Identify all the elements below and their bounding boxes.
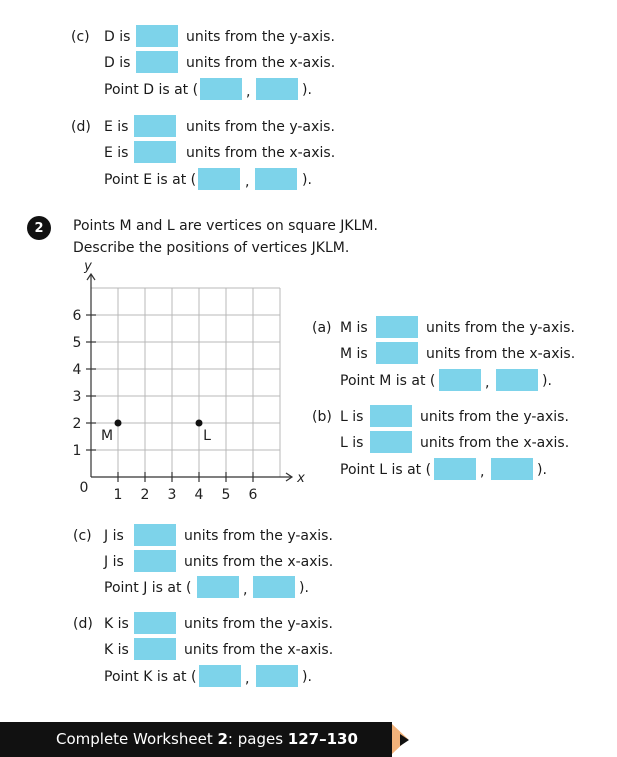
label-text: L is xyxy=(340,435,364,451)
origin-label: 0 xyxy=(79,480,89,496)
label-text: units from the y-axis. xyxy=(186,119,335,135)
part-marker: (d) xyxy=(71,119,91,135)
close-paren: ). xyxy=(302,172,312,188)
x-tick-label: 2 xyxy=(140,487,150,503)
label-text: E is xyxy=(104,145,129,161)
close-paren: ). xyxy=(302,669,312,685)
footer-text xyxy=(56,730,358,748)
point-m xyxy=(115,420,122,427)
answer-box[interactable] xyxy=(376,316,418,338)
answer-box[interactable] xyxy=(134,612,176,634)
label-text: D is xyxy=(104,29,131,45)
footer-bar xyxy=(0,722,392,757)
label-text: Point E is at ( xyxy=(104,172,197,188)
label-text: units from the y-axis. xyxy=(186,29,335,45)
x-tick-label: 4 xyxy=(194,487,204,503)
label-text: units from the x-axis. xyxy=(426,346,576,362)
comma: , xyxy=(480,464,485,480)
comma: , xyxy=(245,671,250,687)
answer-box-y[interactable] xyxy=(256,665,298,687)
label-text: Point M is at ( xyxy=(340,373,436,389)
label-text: Point D is at ( xyxy=(104,82,199,98)
x-tick-label: 3 xyxy=(167,487,177,503)
answer-box[interactable] xyxy=(134,638,176,660)
play-arrow-icon[interactable] xyxy=(400,734,409,746)
answer-box-y[interactable] xyxy=(496,369,538,391)
label-text: units from the y-axis. xyxy=(426,320,575,336)
footer-prefix: Complete Worksheet xyxy=(56,730,218,748)
label-text: E is xyxy=(104,119,129,135)
part-marker: (c) xyxy=(73,528,92,544)
close-paren: ). xyxy=(542,373,552,389)
comma: , xyxy=(485,375,490,391)
x-tick-label: 5 xyxy=(221,487,231,503)
label-text: Point J is at ( xyxy=(104,580,192,596)
answer-box-y[interactable] xyxy=(253,576,295,598)
answer-box-x[interactable] xyxy=(439,369,481,391)
y-tick-label: 4 xyxy=(72,362,82,378)
point-l xyxy=(196,420,203,427)
footer-pages: 127–130 xyxy=(287,730,358,748)
part-marker: (c) xyxy=(71,29,90,45)
close-paren: ). xyxy=(302,82,312,98)
comma: , xyxy=(245,174,250,190)
label-text: units from the x-axis. xyxy=(184,554,334,570)
label-text: J is xyxy=(104,528,124,544)
label-text: Point K is at ( xyxy=(104,669,197,685)
part-marker: (a) xyxy=(312,320,332,336)
part-marker: (d) xyxy=(73,616,93,632)
answer-box-x[interactable] xyxy=(199,665,241,687)
close-paren: ). xyxy=(537,462,547,478)
x-axis-label: x xyxy=(297,471,305,486)
question-number: 2 xyxy=(27,216,51,240)
label-text: J is xyxy=(104,554,124,570)
point-label-l: L xyxy=(203,428,211,444)
y-tick-label: 2 xyxy=(72,416,82,432)
answer-box-y[interactable] xyxy=(491,458,533,480)
label-text: units from the x-axis. xyxy=(186,145,336,161)
close-paren: ). xyxy=(299,580,309,596)
y-tick-label: 1 xyxy=(72,443,82,459)
worksheet-number: 2 xyxy=(217,730,228,748)
comma: , xyxy=(243,582,248,598)
answer-box[interactable] xyxy=(376,342,418,364)
label-text: units from the x-axis. xyxy=(186,55,336,71)
y-axis-label: y xyxy=(84,259,92,274)
label-text: units from the y-axis. xyxy=(184,528,333,544)
label-text: K is xyxy=(104,642,129,658)
answer-box[interactable] xyxy=(134,550,176,572)
answer-box[interactable] xyxy=(370,405,412,427)
label-text: units from the x-axis. xyxy=(184,642,334,658)
answer-box[interactable] xyxy=(134,524,176,546)
point-label-m: M xyxy=(100,428,114,444)
answer-box-x[interactable] xyxy=(197,576,239,598)
label-text: M is xyxy=(340,346,368,362)
label-text: M is xyxy=(340,320,368,336)
x-tick-label: 1 xyxy=(113,487,123,503)
label-text: K is xyxy=(104,616,129,632)
label-text: units from the x-axis. xyxy=(420,435,570,451)
question-text-line1: Points M and L are vertices on square JKLM. xyxy=(73,218,378,234)
y-tick-label: 3 xyxy=(72,389,82,405)
answer-box[interactable] xyxy=(370,431,412,453)
label-text: Point L is at ( xyxy=(340,462,432,478)
label-text: L is xyxy=(340,409,364,425)
comma: , xyxy=(246,84,251,100)
part-marker: (b) xyxy=(312,409,332,425)
label-text: D is xyxy=(104,55,131,71)
y-tick-label: 6 xyxy=(72,308,82,324)
y-tick-label: 5 xyxy=(72,335,82,351)
footer-pages-prefix: : pages xyxy=(227,730,288,748)
answer-box-x[interactable] xyxy=(434,458,476,480)
label-text: units from the y-axis. xyxy=(184,616,333,632)
x-tick-label: 6 xyxy=(248,487,258,503)
question-text-line2: Describe the positions of vertices JKLM. xyxy=(73,240,350,256)
label-text: units from the y-axis. xyxy=(420,409,569,425)
